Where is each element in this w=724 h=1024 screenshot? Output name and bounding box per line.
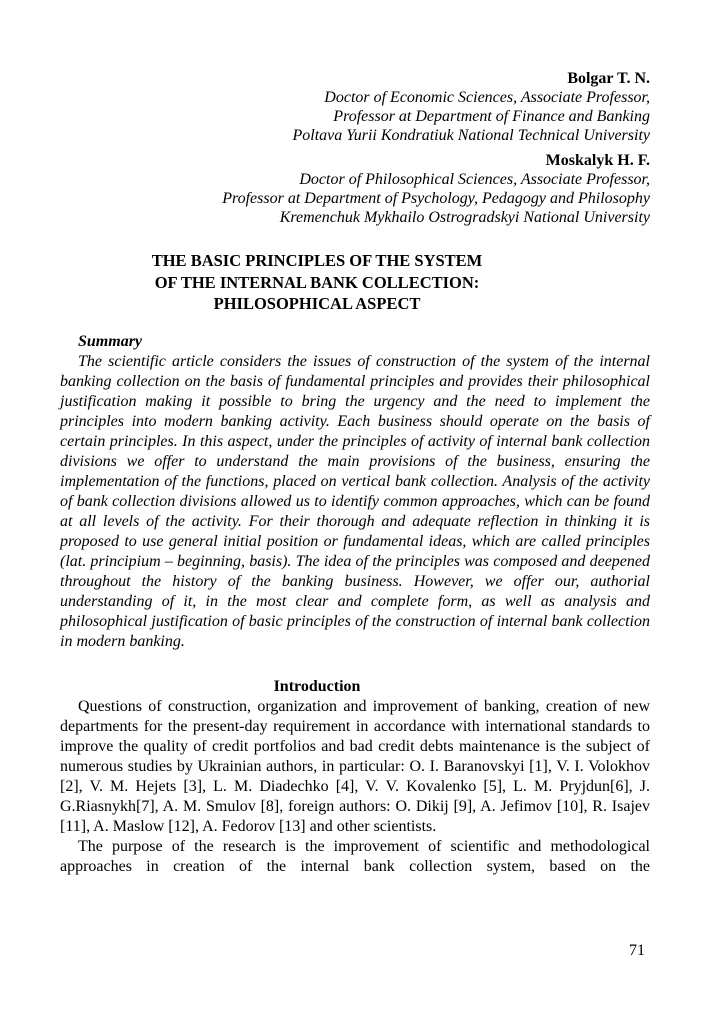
author-affiliation: Doctor of Philosophical Sciences, Associate Professor, (299, 171, 650, 188)
author-affiliation: Professor at Department of Finance and Banking (333, 108, 650, 125)
introduction-paragraph: The purpose of the research is the improvement of scientific and methodological approaches in creation of the internal bank collection system, based on the (60, 837, 650, 875)
author-block (60, 69, 650, 227)
author-affiliation: Poltava Yurii Kondratiuk National Technical University (292, 127, 650, 144)
page-content (60, 0, 650, 877)
introduction-paragraph: Questions of construction, organization and improvement of banking, creation of new departments for the present-day requirement in accordance with international standards to improve the quality of credit portfolios and bad credit debts maintenance is the subject of numerous studies by Ukrainian authors, in particular: O. I. Baranovskyi [1], V. I. Volokhov [2], V. M. Hejets [3], L. M. Diadechko [4], V. V. Kovalenko [5], L. M. Pryjdun[6], J. G.Riasnykh[7], A. M. Smulov [8], foreign authors: O. Dikij [9], A. Jefimov [10], R. Isajev [11], A. Maslow [12], A. Fedorov [13] and other scientists. (60, 697, 650, 835)
author-affiliation: Professor at Department of Psychology, Pedagogy and Philosophy (222, 190, 650, 207)
introduction-heading: Introduction (273, 677, 361, 695)
author-name: Bolgar T. N. (567, 70, 650, 87)
article-title-line: THE BASIC PRINCIPLES OF THE SYSTEM (151, 251, 483, 270)
author-affiliation: Doctor of Economic Sciences, Associate Professor, (324, 89, 650, 106)
article-title-line: PHILOSOPHICAL ASPECT (213, 294, 421, 313)
article-title-line: OF THE INTERNAL BANK COLLECTION: (154, 272, 480, 292)
summary-paragraph: The scientific article considers the issues of construction of the system of the internal banking collection on the basis of fundamental principles and provides their philosophical justification making it possible to bring the urgency and the need to implement the principles into modern banking activity. Each business should operate on the basis of certain principles. In this aspect, under the principles of activity of internal bank collection divisions we offer to understand the main provisions of the business, ensuring the implementation of the functions, placed on vertical bank collection. Analysis of the activity of bank collection divisions allowed us to identify common approaches, which can be found at all levels of the activity. For their thorough and adequate reflection in thinking it is proposed to use general initial position or fundamental ideas, which are called principles (lat. principium – beginning, basis). The idea of the principles was composed and deepened throughout the history of the banking business. However, we offer our, authorial understanding of it, in the most clear and complete form, as well as analysis and philosophical justification of basic principles of the construction of internal bank collection in modern banking. (60, 352, 650, 650)
page-number: 71 (629, 942, 645, 959)
summary-heading: Summary (78, 332, 143, 350)
author-affiliation: Kremenchuk Mykhailo Ostrogradskyi National University (279, 209, 650, 226)
article-title (60, 250, 574, 315)
author-name: Moskalyk H. F. (545, 152, 650, 169)
